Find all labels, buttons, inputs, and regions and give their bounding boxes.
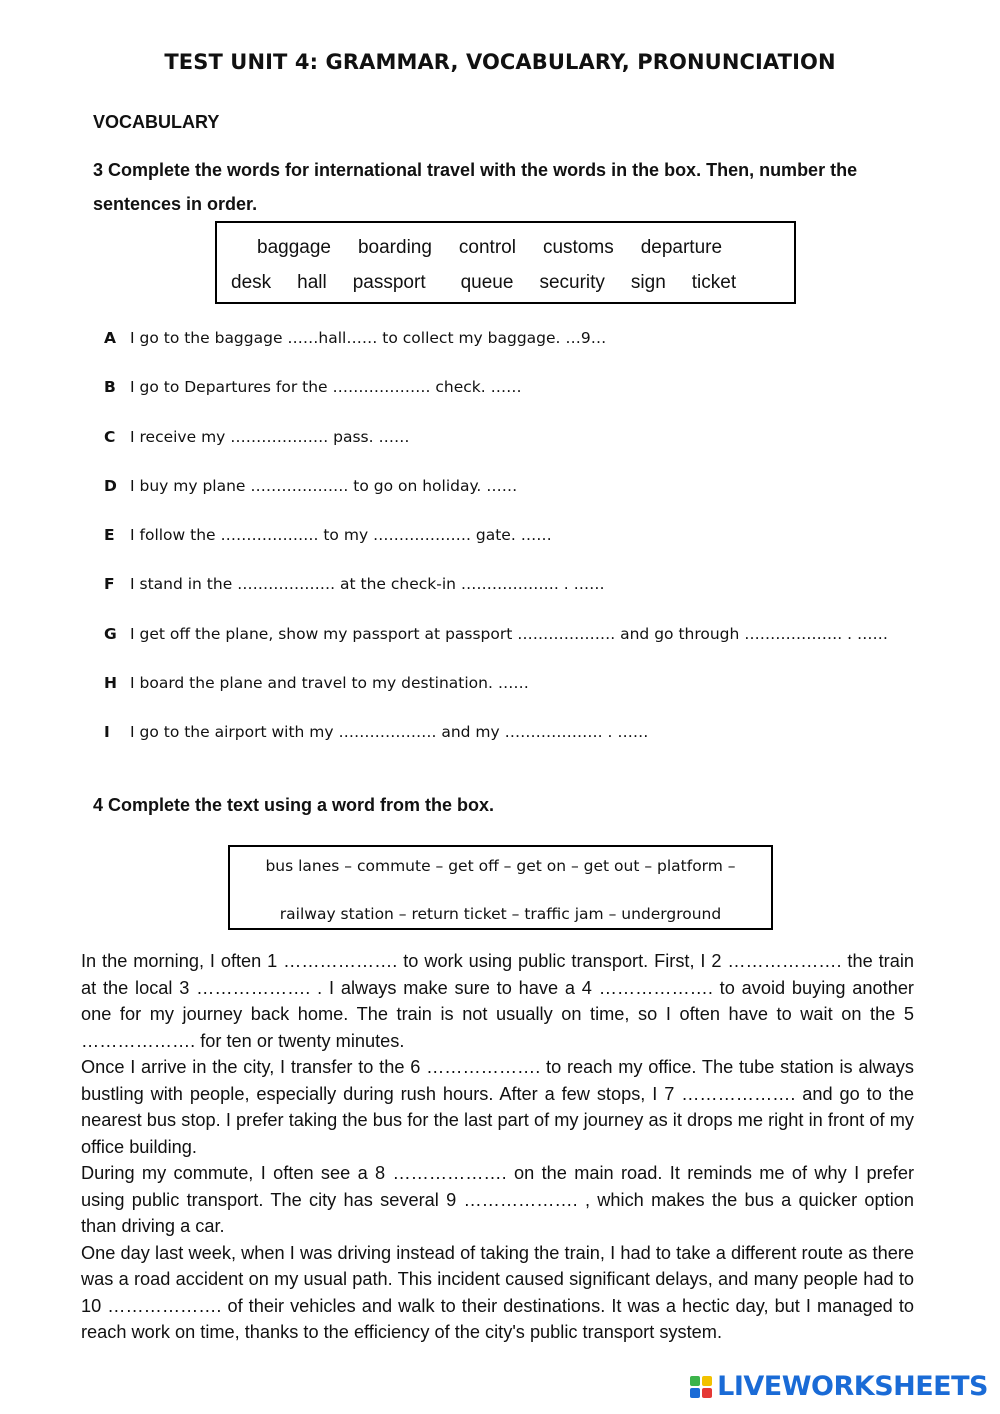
word-box-row1 <box>257 237 722 259</box>
sentence-item <box>104 575 984 624</box>
passage-paragraph: In the morning, I often 1 ………………. to work using public transport. First, I 2 ………………. the train at the local 3 ………………. . I always make sure to have a 4 ………………. to avoid buying another one for my journey back home. The train is not usually on time, so I often have to wait on the 5 ………………. for ten or twenty minutes. <box>81 951 914 1051</box>
sentence-text: I go to the baggage ……hall…… to collect my baggage. …9… <box>130 329 607 347</box>
exercise3-instruction: 3 Complete the words for international travel with the words in the box. Then, number the sentences in order. <box>93 160 858 214</box>
sentence-item <box>104 723 984 772</box>
box-word: departure <box>640 237 723 258</box>
sentence-text: I follow the ………………. to my ………………. gate. …… <box>130 526 552 545</box>
sentence-item <box>104 329 984 378</box>
logo-badge-icon <box>689 1374 713 1400</box>
sentence-letter: H <box>104 674 117 693</box>
box-word: control <box>458 237 516 258</box>
sentence-text: I go to Departures for the ………………. check. …… <box>130 378 522 397</box>
liveworksheets-logo <box>689 1371 988 1402</box>
box-word: baggage <box>257 237 331 258</box>
word-box-2 <box>228 845 773 930</box>
section-heading: VOCABULARY <box>93 112 220 132</box>
page-title: TEST UNIT 4: GRAMMAR, VOCABULARY, PRONUNCIATION <box>164 50 836 74</box>
sentence-item <box>104 625 984 674</box>
sentence-item <box>104 428 984 477</box>
box-word: customs <box>542 237 614 258</box>
box-word: boarding <box>357 237 432 258</box>
box-word: passport <box>352 272 426 293</box>
sentence-list <box>104 329 984 773</box>
word-box <box>215 221 796 304</box>
passage-paragraph: One day last week, when I was driving instead of taking the train, I had to take a different route as there was a road accident on my usual path. This incident caused significant delays, and many people had to 10 ………………. of their vehicles and walk to their destinations. It was a hectic day, but I managed to reach work on time, thanks to the efficiency of the city's public transport system. <box>81 1242 914 1342</box>
box-word: sign <box>630 272 666 293</box>
box-word: security <box>539 272 605 293</box>
sentence-letter: G <box>104 624 117 643</box>
sentence-text: I stand in the ………………. at the check-in ………………. . …… <box>130 575 605 594</box>
sentence-item <box>104 477 984 526</box>
sentence-letter: C <box>104 427 116 446</box>
box-word: hall <box>297 272 327 293</box>
sentence-text: I buy my plane ………………. to go on holiday. …… <box>130 476 518 495</box>
logo-text: LIVEWORKSHEETS <box>717 1371 988 1402</box>
sentence-item <box>104 674 984 723</box>
box-word: queue <box>460 272 514 293</box>
sentence-letter: E <box>104 526 115 545</box>
exercise4-instruction: 4 Complete the text using a word from the box. <box>93 795 495 815</box>
sentence-letter: F <box>104 575 115 594</box>
word-box-row2 <box>231 272 736 294</box>
word-box-2-line1: bus lanes – commute – get off – get on – get out – platform – <box>265 857 736 875</box>
sentence-text: I get off the plane, show my passport at passport ………………. and go through ………………. . …… <box>130 624 888 643</box>
sentence-letter: D <box>104 476 117 495</box>
passage-paragraph: During my commute, I often see a 8 ………………. on the main road. It reminds me of why I prefer using public transport. The city has several 9 ………………. , which makes the bus a quicker option than driving a car. <box>81 1163 914 1236</box>
sentence-text: I receive my ………………. pass. …… <box>130 427 410 446</box>
sentence-text: I go to the airport with my ………………. and my ………………. . …… <box>130 723 649 742</box>
sentence-item <box>104 526 984 575</box>
passage-paragraph: Once I arrive in the city, I transfer to the 6 ………………. to reach my office. The tube station is always bustling with people, especially during rush hours. After a few stops, I 7 ………………. and go to the nearest bus stop. I prefer taking the bus for the last part of my journey as it drops me right in front of my office building. <box>81 1057 914 1157</box>
sentence-text: I board the plane and travel to my destination. …… <box>130 674 529 693</box>
box-word: ticket <box>691 272 737 293</box>
box-word: desk <box>231 272 272 293</box>
word-box-2-line2: railway station – return ticket – traffic jam – underground <box>279 905 722 923</box>
sentence-letter: B <box>104 378 116 397</box>
sentence-item <box>104 378 984 427</box>
sentence-letter: A <box>104 329 116 347</box>
sentence-letter: I <box>104 723 110 742</box>
passage <box>81 948 914 1346</box>
